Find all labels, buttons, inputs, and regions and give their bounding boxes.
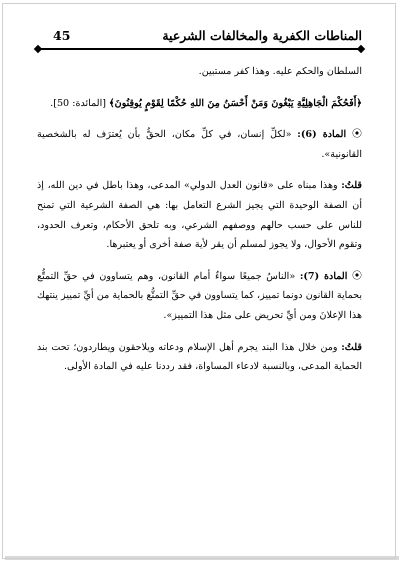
- verse-reference: [المائدة: 50].: [50, 97, 110, 109]
- paragraph-2: [37, 94, 362, 114]
- article-7-label: المادة (7):: [299, 270, 348, 282]
- article-7-text: «الناسُ جميعًا سواءٌ أمام القانون، وهم يتساوون في حقِّ التمتُّع بحماية القانون دونما تمييز، كما يتساوون في حقِّ التمتُّع بالحماية من أيِّ تمييز ينتهك هذا الإعلانَ ومن أيِّ تحريض على مثل هذا التمييز».: [37, 270, 362, 321]
- article-7: [37, 267, 362, 326]
- article-6: [37, 125, 362, 164]
- paragraph-1: [37, 62, 362, 82]
- commentary-1-label: قلتُ:: [341, 180, 362, 192]
- paragraph-1-text: السلطان والحكم عليه. وهذا كفر مستبين.: [198, 66, 362, 77]
- header-title: المناطات الكفرية والمخالفات الشرعية: [162, 28, 362, 43]
- commentary-1: [37, 176, 362, 254]
- page-number: 45: [53, 28, 71, 43]
- running-header: [37, 28, 362, 48]
- commentary-2-text: ومن خلال هذا البند يجرم أهل الإسلام ودعاته ويلاحقون ويطاردون؛ تحت بند الحماية المدعى، وبالنسبة لادعاء المساواة، فقد رددنا عليه في المادة الأولى.: [37, 341, 362, 373]
- commentary-2-label: قلتُ:: [341, 341, 362, 353]
- header-rule: [37, 48, 362, 50]
- commentary-1-text: وهذا مبناه على «قانون العدل الدولي» المدعى، وهذا باطل في دين الله، إذ أن الصفة الوحيدة التي يجيز الشرع التعامل بها: هي الصفة الشرعية التي تمنح للناس على حسب حالهم ووصفهم الشرعي، وبه تلحق الأحكام، وتعرف الحدود، وتقوم الأحوال، ولا يجوز لمسلم أن يقر لأية صفة أخرى أو يعتبرها.: [37, 180, 362, 251]
- article-6-label: المادة (6):: [297, 129, 347, 141]
- commentary-2: [37, 338, 362, 377]
- bullet-icon: ⦿: [351, 129, 362, 141]
- body-text: [37, 62, 362, 389]
- quran-verse: ﴿أَفَحُكْمَ الْجَاهِلِيَّةِ يَبْغُونَ وَمَنْ أَحْسَنُ مِنَ اللهِ حُكْمًا لِقَوْمٍ يُوقِنُونَ﴾: [109, 97, 362, 109]
- bullet-icon: ⦿: [352, 270, 363, 282]
- article-6-text: «لكلِّ إنسان، في كلِّ مكان، الحقُّ بأن يُعترَف له بالشخصية القانونية».: [37, 129, 362, 160]
